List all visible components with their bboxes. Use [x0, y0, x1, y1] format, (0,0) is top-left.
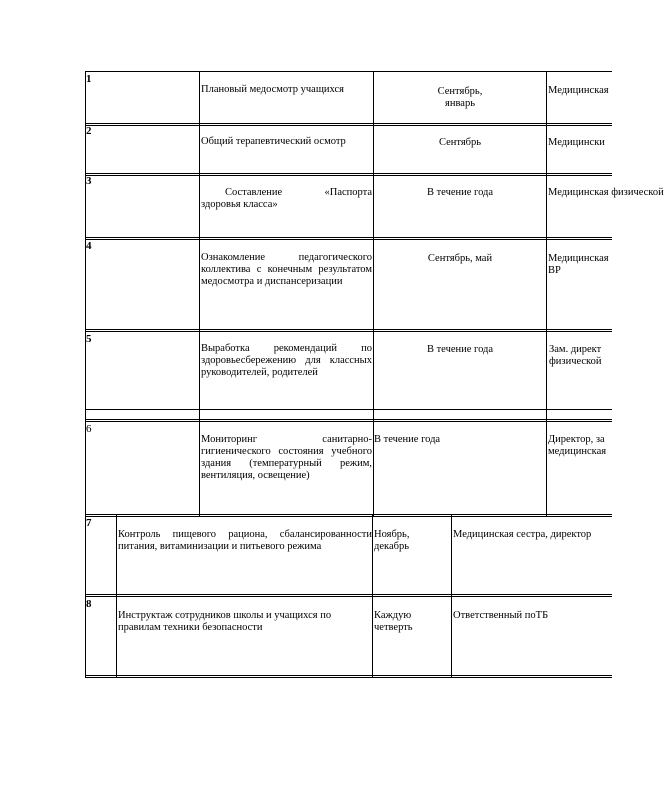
table-rule [85, 421, 612, 422]
table-rule [546, 71, 547, 516]
table-rule [85, 123, 612, 124]
table-rule [372, 514, 373, 677]
row-responsible: Медицинская физической [548, 187, 664, 198]
table-rule [85, 125, 612, 126]
row-task: Контроль пищевого рациона, сбалансированности питания, витаминизации и питьевого режима [118, 529, 372, 552]
row-period: Сентябрь, май [427, 253, 493, 264]
row-task: Ознакомление педагогического коллектива с конечным результатом медосмотра и диспансеризации [201, 252, 372, 287]
row-number: 8 [86, 598, 92, 610]
row-period: В течение года [374, 434, 441, 445]
table-rule [85, 677, 612, 678]
table-rule [85, 71, 86, 677]
table-rule [85, 331, 612, 332]
row-period: Сентябрь [438, 137, 482, 148]
table-rule [199, 71, 200, 516]
row-responsible: Медицинская [548, 85, 609, 96]
table-rule [85, 675, 612, 676]
row-responsible: Медицинская ВР [548, 253, 609, 276]
row-task: Общий терапевтический осмотр [201, 136, 346, 147]
row-responsible: Директор, за медицинская [548, 434, 607, 457]
row-number: 4 [86, 240, 92, 252]
table-rule [85, 596, 612, 597]
row-number: 1 [86, 73, 92, 85]
row-task: Инструктаж сотрудников школы и учащихся по правилам техники безопасности [118, 610, 332, 633]
row-responsible: Медицинская сестра, директор [453, 529, 592, 540]
row-task: Выработка рекомендаций по здоровьесбережению для классных руководителей, родителей [201, 343, 372, 378]
table-rule [85, 419, 612, 420]
row-responsible: Медицински [548, 137, 605, 148]
row-responsible: Ответственный поТБ [453, 610, 549, 621]
row-task: Мониторинг санитарно-гигиенического состояния учебного здания (температурный режим, вентиляция, освещение) [201, 434, 372, 481]
table-rule [85, 409, 612, 410]
table-rule [85, 514, 612, 515]
table-rule [116, 514, 117, 677]
table-rule [85, 594, 612, 595]
table-rule [85, 239, 612, 240]
table-rule [85, 173, 612, 174]
table-rule [85, 516, 612, 517]
row-period: В течение года [426, 344, 494, 355]
row-task: Плановый медосмотр учащихся [201, 84, 344, 95]
table-rule [85, 237, 612, 238]
table-rule [451, 514, 452, 677]
row-period: В течение года [426, 187, 494, 198]
row-period: Сентябрь, январь [437, 86, 483, 109]
row-number: 3 [86, 175, 92, 187]
table-rule [85, 329, 612, 330]
table-rule [85, 175, 612, 176]
row-responsible: Зам. директ физической [549, 344, 602, 367]
table-rule [85, 71, 612, 72]
row-number: 5 [86, 333, 92, 345]
row-task: Составление «Паспорта здоровья класса» [201, 187, 372, 210]
row-period: Каждую четверть [374, 610, 413, 633]
row-number: 2 [86, 125, 92, 137]
row-period: Ноябрь, декабрь [374, 529, 410, 552]
row-number: 7 [86, 517, 92, 529]
row-number: 6 [86, 423, 92, 435]
